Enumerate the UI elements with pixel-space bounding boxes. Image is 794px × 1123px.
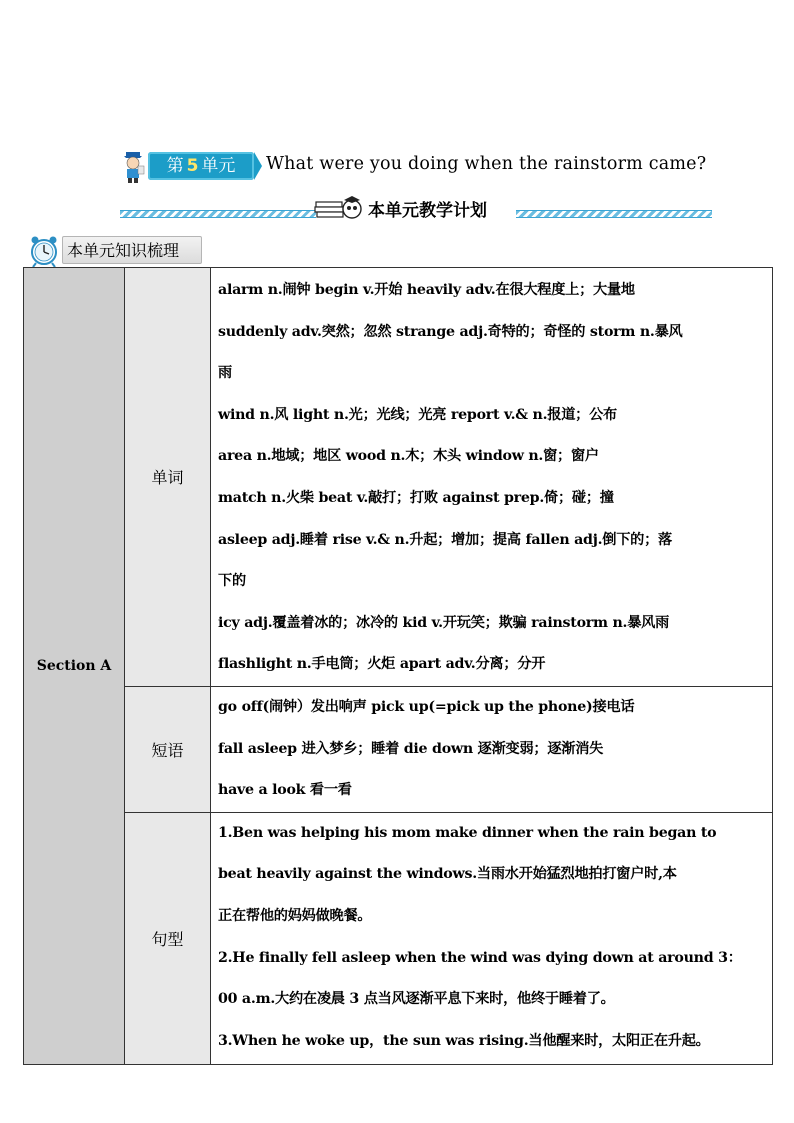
words-line: 下的 <box>218 573 246 590</box>
table-row-words <box>24 268 773 687</box>
sentence-line: beat heavily against the windows.当雨水开始猛烈地拍打窗户时,本 <box>218 866 677 883</box>
words-line: flashlight n.手电筒；火炬 apart adv.分离；分开 <box>218 656 546 673</box>
unit-badge-suffix: 单元 <box>201 156 236 176</box>
badge-tail <box>254 152 262 180</box>
table-row-sentences <box>24 812 773 1064</box>
sentence-line: 2.He finally fell asleep when the wind was dying down at around 3： <box>218 949 742 966</box>
words-content <box>211 268 773 687</box>
knowledge-summary-label: 本单元知识梳理 <box>62 236 202 264</box>
teaching-plan-banner <box>120 192 712 224</box>
unit-header <box>122 148 712 184</box>
words-line: 雨 <box>218 365 232 382</box>
phrases-content <box>211 686 773 812</box>
phrase-line: go off(闹钟）发出响声 pick up(=pick up the phone)接电话 <box>218 698 635 715</box>
knowledge-table <box>23 267 773 1065</box>
section-cell: Section A <box>24 268 125 1065</box>
category-words: 单词 <box>125 268 211 687</box>
words-line: match n.火柴 beat v.敲打；打败 against prep.倚；碰；撞 <box>218 489 614 506</box>
sentence-line: 1.Ben was helping his mom make dinner when the rain began to <box>218 824 717 841</box>
table-row-phrases <box>24 686 773 812</box>
teaching-plan-title: 本单元教学计划 <box>368 201 487 221</box>
words-line: area n.地域；地区 wood n.木；木头 window n.窗；窗户 <box>218 448 599 465</box>
knowledge-summary-tab <box>26 232 212 268</box>
category-phrases: 短语 <box>125 686 211 812</box>
banner-stripe-left <box>120 210 316 218</box>
words-line: suddenly adv.突然；忽然 strange adj.奇特的；奇怪的 storm n.暴风 <box>218 323 683 340</box>
unit-badge-prefix: 第 <box>166 156 184 176</box>
category-sentences: 句型 <box>125 812 211 1064</box>
student-mascot-icon <box>122 150 146 184</box>
words-line: asleep adj.睡着 rise v.& n.升起；增加；提高 fallen adj.倒下的；落 <box>218 531 672 548</box>
books-owl-icon <box>314 194 368 222</box>
unit-number: 5 <box>186 156 199 176</box>
alarm-clock-icon <box>26 232 62 268</box>
words-line: icy adj.覆盖着冰的；冰冷的 kid v.开玩笑；欺骗 rainstorm n.暴风雨 <box>218 614 670 631</box>
unit-badge <box>148 152 254 180</box>
words-line: wind n.风 light n.光；光线；光亮 report v.& n.报道；公布 <box>218 406 617 423</box>
sentences-content <box>211 812 773 1064</box>
banner-stripe-right <box>516 210 712 218</box>
words-line: alarm n.闹钟 begin v.开始 heavily adv.在很大程度上；大量地 <box>218 282 635 298</box>
sentence-line: 3.When he woke up，the sun was rising.当他醒来时，太阳正在升起。 <box>218 1032 710 1049</box>
sentence-line: 正在帮他的妈妈做晚餐。 <box>218 907 372 924</box>
phrase-line: fall asleep 进入梦乡；睡着 die down 逐渐变弱；逐渐消失 <box>218 740 604 757</box>
phrase-line: have a look 看一看 <box>218 782 352 799</box>
unit-title: What were you doing when the rainstorm came? <box>266 154 707 174</box>
sentence-line: 00 a.m.大约在凌晨 3 点当风逐渐平息下来时，他终于睡着了。 <box>218 991 615 1008</box>
